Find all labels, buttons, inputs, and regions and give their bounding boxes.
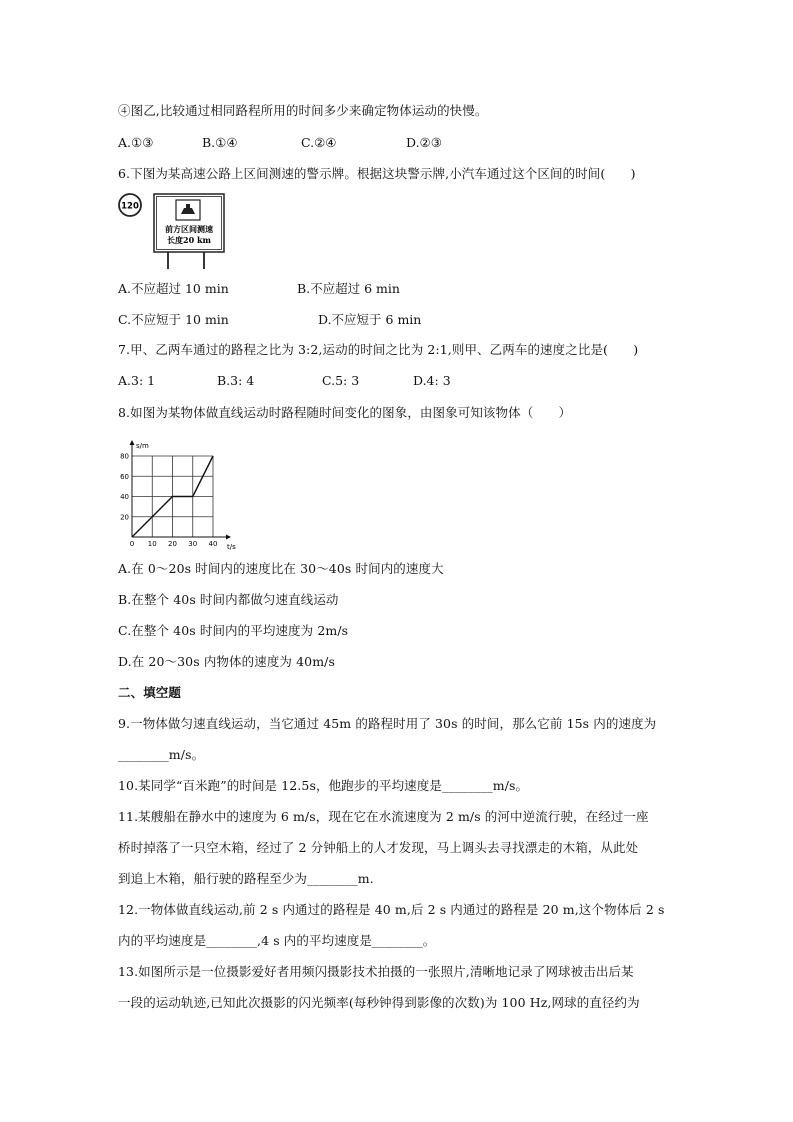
q8-option-d[interactable]: D.在 20～30s 内物体的速度为 40m/s: [118, 654, 335, 669]
q10-line: 10.某同学“百米跑”的时间是 12.5s，他跑步的平均速度是________m/s。: [118, 778, 529, 793]
q8-stem: 8.如图为某物体做直线运动时路程随时间变化的图象，由图象可知该物体（ ）: [118, 405, 572, 420]
q6-option-c[interactable]: C.不应短于 10 min: [118, 312, 229, 327]
x-tick-label: 0: [129, 540, 135, 548]
x-tick-label: 10: [147, 540, 157, 548]
q12-line-1: 12.一物体做直线运动,前 2 s 内通过的路程是 40 m,后 2 s 内通过的路程是 20 m,这个物体后 2 s: [118, 902, 665, 917]
q7-option-a[interactable]: A.3: 1: [118, 373, 156, 388]
x-tick-label: 40: [208, 540, 218, 548]
sign-text-line2: 长度20 km: [167, 235, 211, 245]
q5-option-d[interactable]: D.②③: [406, 135, 442, 150]
q8-option-b[interactable]: B.在整个 40s 时间内都做匀速直线运动: [118, 592, 339, 607]
y-tick-label: 60: [120, 472, 129, 481]
q5-item-4: ④图乙,比较通过相同路程所用的时间多少来确定物体运动的快慢。: [118, 103, 488, 118]
q13-line-1: 13.如图所示是一位摄影爱好者用频闪摄影技术拍摄的一张照片,清晰地记录了网球被击出后某: [118, 964, 634, 979]
q9-line-2: ________m/s。: [118, 747, 205, 762]
q13-line-2: 一段的运动轨迹,已知此次摄影的闪光频率(每秒钟得到影像的次数)为 100 Hz,网球的直径约为: [118, 995, 640, 1010]
speed-zone-sign: [118, 192, 228, 272]
q9-line-1: 9.一物体做匀速直线运动，当它通过 45m 的路程时用了 30s 的时间，那么它前 15s 内的速度为: [118, 716, 657, 731]
camera-icon: [176, 200, 200, 220]
q8-option-c[interactable]: C.在整个 40s 时间内的平均速度为 2m/s: [118, 623, 349, 638]
y-tick-label: 40: [120, 493, 129, 501]
speed-limit-value: 120: [121, 201, 139, 212]
section-heading-fill-in: 二、填空题: [118, 685, 182, 700]
speed-zone-sign-figure: [118, 192, 228, 272]
q8-option-a[interactable]: A.在 0～20s 时间内的速度比在 30～40s 时间内的速度大: [118, 561, 444, 576]
q11-line-1: 11.某艘船在静水中的速度为 6 m/s，现在它在水流速度为 2 m/s 的河中逆流行驶，在经过一座: [118, 809, 649, 824]
q5-option-a[interactable]: A.①③: [118, 135, 154, 150]
q12-line-2: 内的平均速度是________,4 s 内的平均速度是________。: [118, 933, 436, 948]
sign-text-line1: 前方区间测速: [165, 224, 213, 234]
q11-line-3: 到追上木箱，船行驶的路程至少为________m.: [118, 871, 374, 886]
y-tick-label: 80: [120, 452, 129, 461]
x-axis-arrow-icon: [226, 535, 231, 540]
q7-option-d[interactable]: D.4: 3: [413, 373, 451, 388]
q7-stem: 7.甲、乙两车通过的路程之比为 3:2,运动的时间之比为 2:1,则甲、乙两车的速度之比是( ): [118, 342, 639, 357]
x-axis-label: t/s: [227, 543, 236, 551]
q5-option-b[interactable]: B.①④: [202, 135, 238, 150]
q6-stem: 6.下图为某高速公路上区间测速的警示牌。根据这块警示牌,小汽车通过这个区间的时间( ): [118, 166, 636, 181]
y-axis-label: s/m: [136, 442, 149, 450]
q5-option-c[interactable]: C.②④: [301, 135, 337, 150]
x-tick-label: 20: [168, 540, 177, 548]
distance-time-graph: [112, 434, 252, 552]
q6-option-b[interactable]: B.不应超过 6 min: [297, 281, 400, 296]
q7-option-c[interactable]: C.5: 3: [322, 373, 360, 388]
q6-option-a[interactable]: A.不应超过 10 min: [118, 281, 229, 296]
y-tick-label: 20: [120, 513, 129, 522]
q11-line-2: 桥时掉落了一只空木箱，经过了 2 分钟船上的人才发现，马上调头去寻找漂走的木箱，从此处: [118, 840, 639, 855]
x-tick-label: 30: [188, 540, 198, 548]
distance-time-chart: [112, 434, 252, 552]
y-axis-arrow-icon: [130, 440, 135, 445]
q7-option-b[interactable]: B.3: 4: [217, 373, 255, 388]
q6-option-d[interactable]: D.不应短于 6 min: [318, 312, 422, 327]
